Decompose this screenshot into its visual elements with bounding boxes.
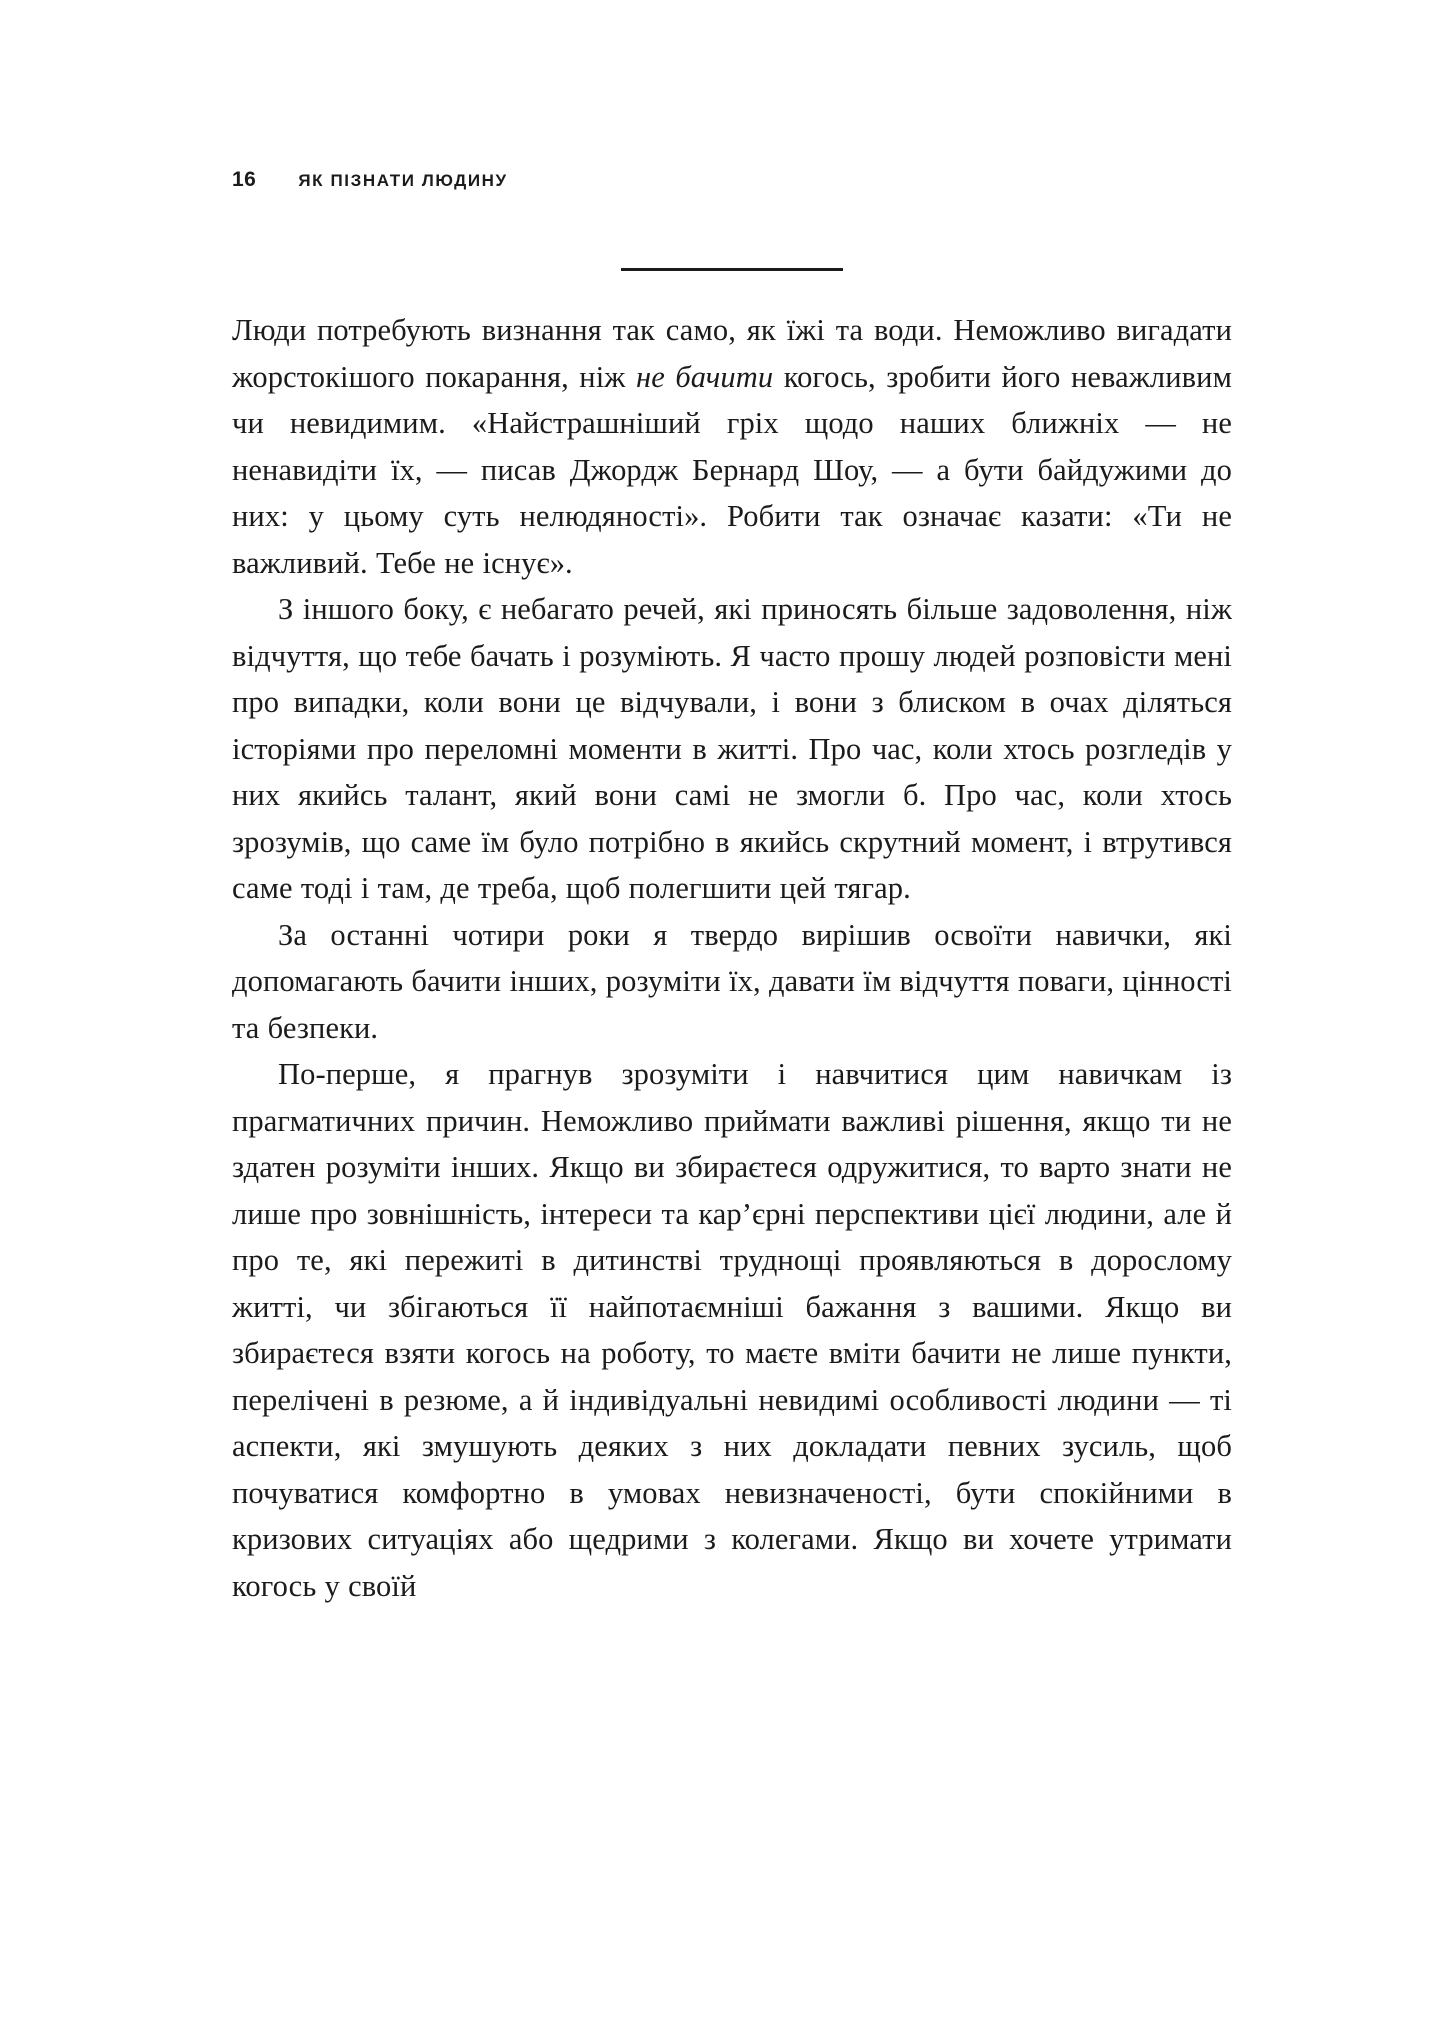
- body-text: [232, 307, 1232, 1609]
- page-number: 16: [232, 168, 257, 191]
- page-content: [232, 168, 1232, 1609]
- horizontal-rule-icon: [621, 268, 843, 271]
- paragraph-3: За останні чотири роки я твердо вирішив освоїти навички, які допомагають бачити інших, розуміти їх, давати їм відчуття поваги, цінності та безпеки.: [232, 917, 1232, 1045]
- paragraph-4: По-перше, я прагнув зрозуміти і навчитися цим навичкам із прагматичних причин. Неможливо приймати важливі рішення, якщо ти не здатен розуміти інших. Якщо ви збираєтеся одружитися, то варто знати не лише про зовнішність, інтереси та кар’єрні перспективи цієї людини, але й про те, які пережиті в дитинстві труднощі проявляються в дорослому житті, чи збігаються її найпотаємніші бажання з вашими. Якщо ви збираєтеся взяти когось на роботу, то маєте вміти бачити не лише пункти, перелічені в резюме, а й індивідуальні невидимі особливості людини — ті аспекти, які змушують деяких з них докладати певних зусиль, щоб почуватися комфортно в умовах невизначеності, бути спокійними в кризових ситуаціях або щедрими з колегами. Якщо ви хочете утримати когось у своїй: [232, 1057, 1232, 1603]
- section-ornament: [232, 268, 1232, 271]
- paragraph-1: Люди потребують визнання так само, як їжі та води. Неможливо вигадати жорстокішого покарання, ніж не бачити когось, зробити його неважливим чи невидимим. «Найстрашніший гріх щодо наших ближніх — не ненавидіти їх, — писав Джордж Бернард Шоу, — а бути байдужими до них: у цьому суть нелюдяності». Робити так означає казати: «Ти не важливий. Тебе не існує».: [232, 313, 1232, 580]
- running-head-title: ЯК ПІЗНАТИ ЛЮДИНУ: [298, 171, 508, 190]
- paragraph-2: З іншого боку, є небагато речей, які приносять більше задоволення, ніж відчуття, що тебе бачать і розуміють. Я часто прошу людей розповісти мені про випадки, коли вони це відчували, і вони з блиском в очах діляться історіями про переломні моменти в житті. Про час, коли хтось розгледів у них якийсь талант, який вони самі не змогли б. Про час, коли хтось зрозумів, що саме їм було потрібно в якийсь скрутний момент, і втрутився саме тоді і там, де треба, щоб полегшити цей тягар.: [232, 592, 1232, 905]
- running-header: [232, 168, 1232, 196]
